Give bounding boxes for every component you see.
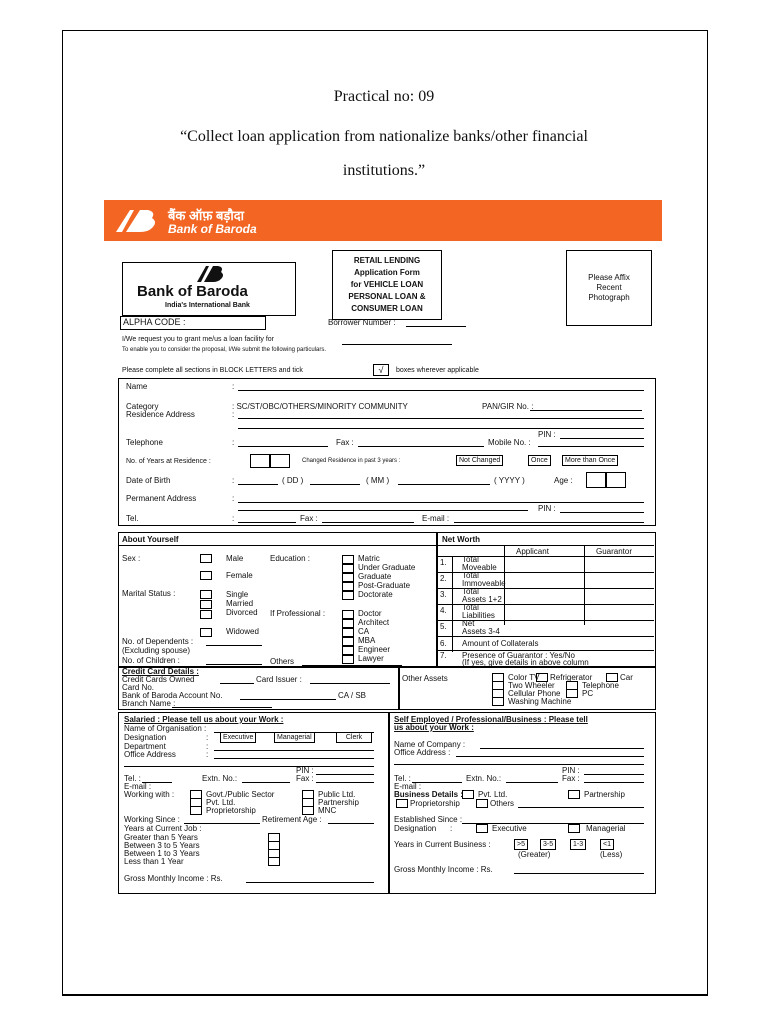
pc-label: PC — [582, 689, 594, 698]
instruction-text: Please complete all sections in BLOCK LETTERS and tick — [122, 367, 303, 374]
retirement-age-field[interactable] — [328, 823, 374, 824]
instruction-text-end: boxes wherever applicable — [396, 367, 479, 374]
nw-row-1-a: Total — [462, 555, 479, 564]
logo-tagline: India's International Bank — [165, 302, 250, 309]
ca-sb-label: CA / SB — [338, 691, 367, 700]
colon: : — [206, 742, 209, 751]
doctor-checkbox[interactable] — [342, 610, 354, 619]
colon: : — [232, 438, 235, 447]
nw-row-2-label — [462, 572, 506, 588]
pan-field[interactable] — [530, 410, 642, 411]
account-no-label: Bank of Baroda Account No. — [122, 691, 223, 700]
other-assets-heading: Other Assets — [402, 674, 448, 683]
office-address-field[interactable] — [214, 758, 374, 759]
doctorate-checkbox[interactable] — [342, 591, 354, 600]
mobile-label: Mobile No. : — [488, 438, 531, 447]
se-proprietorship-checkbox[interactable] — [396, 799, 408, 808]
tick-sample-box: √ — [373, 364, 389, 376]
se-partnership-label: Partnership — [584, 790, 625, 799]
photo-label — [567, 273, 651, 303]
cards-owned-label: Credit Cards Owned — [122, 675, 195, 684]
washing-machine-label: Washing Machine — [508, 697, 572, 706]
matric-checkbox[interactable] — [342, 555, 354, 564]
dob-label: Date of Birth — [126, 476, 171, 485]
nw-row-6-num: 6. — [440, 639, 447, 648]
se-executive-checkbox[interactable] — [476, 824, 488, 833]
residence-address-label: Residence Address — [126, 410, 195, 419]
engineer-checkbox[interactable] — [342, 646, 354, 655]
bank-banner — [104, 200, 662, 241]
colon: : — [206, 750, 209, 759]
se-executive-label: Executive — [492, 824, 527, 833]
working-with-label: Working with : — [124, 790, 175, 799]
salaried-fax-field[interactable] — [316, 782, 374, 783]
dob-day-field[interactable] — [238, 484, 278, 485]
card-no-label: Card No. — [122, 683, 155, 692]
form-title-line: CONSUMER LOAN — [351, 304, 423, 313]
excluding-spouse-label: (Excluding spouse) — [122, 646, 191, 655]
photo-line: Recent — [596, 283, 622, 292]
salaried-email-label: E-mail : — [124, 782, 152, 791]
lt1-label: Less than 1 Year — [124, 857, 184, 866]
loan-application-form — [110, 248, 658, 908]
permanent-address-label: Permanent Address — [126, 494, 197, 503]
if-professional-label: If Professional : — [270, 609, 326, 618]
se-proprietorship-label: Proprietorship — [410, 799, 460, 808]
male-label: Male — [226, 554, 244, 563]
nw-row-1-num: 1. — [440, 558, 447, 567]
colon: : — [232, 494, 235, 503]
color-tv-label: Color TV — [508, 673, 540, 682]
architect-label: Architect — [358, 618, 390, 627]
bank-logo-icon — [112, 208, 160, 234]
salaried-fax-label: Fax : — [296, 774, 314, 783]
fax2-label: Fax : — [300, 514, 318, 523]
salaried-tel-label: Tel. : — [124, 774, 141, 783]
b13-label: Between 1 to 3 Years — [124, 849, 200, 858]
form-title-line: PERSONAL LOAN & — [348, 292, 426, 301]
years-gt5-option[interactable]: >5 — [514, 839, 528, 850]
se-email-label: E-mail : — [394, 782, 422, 791]
logo-box — [122, 262, 296, 316]
self-employed-heading-2: us about your Work : — [394, 723, 474, 732]
govt-label: Govt./Public Sector — [206, 790, 275, 799]
credit-card-heading: Credit Card Details : — [122, 667, 199, 676]
children-label: No. of Children : — [122, 656, 180, 665]
practical-subtitle-line1: “Collect loan application from nationalize banks/other financial — [180, 128, 588, 145]
pvt-ltd-label: Pvt. Ltd. — [206, 798, 236, 807]
nw-row-4-label — [462, 604, 495, 620]
divider — [118, 545, 436, 546]
working-since-label: Working Since : — [124, 815, 180, 824]
age-digit-1[interactable] — [586, 472, 606, 488]
cards-owned-field[interactable] — [220, 683, 254, 684]
widowed-checkbox[interactable] — [200, 628, 212, 637]
dependents-field[interactable] — [206, 645, 262, 646]
years-job-label: Years at Current Job : — [124, 824, 202, 833]
col-divider — [584, 545, 585, 625]
se-pvt-checkbox[interactable] — [462, 790, 474, 799]
designation-label: Designation — [124, 733, 167, 742]
washing-machine-checkbox[interactable] — [492, 697, 504, 706]
gt5-label: Greater than 5 Years — [124, 833, 198, 842]
fax-field[interactable] — [358, 446, 484, 447]
managerial-option[interactable]: Managerial — [274, 732, 315, 743]
name-label: Name — [126, 382, 148, 391]
practical-title: Practical no: 09 — [333, 88, 435, 105]
nw-row-3-num: 3. — [440, 590, 447, 599]
dependents-label: No. of Dependents : — [122, 637, 194, 646]
se-others-checkbox[interactable] — [476, 799, 488, 808]
borrower-number-label: Borrower Number : — [328, 318, 396, 327]
fax2-field[interactable] — [322, 522, 414, 523]
nw-row-5-num: 5. — [440, 622, 447, 631]
years-residence-digit-1[interactable] — [250, 454, 270, 468]
yyyy-label: ( YYYY ) — [494, 476, 525, 485]
mnc-checkbox[interactable] — [302, 806, 314, 815]
se-fax-label: Fax : — [562, 774, 580, 783]
nw-row-3-b: Assets 1+2 — [462, 595, 502, 604]
mba-label: MBA — [358, 636, 376, 645]
branch-field[interactable] — [172, 707, 272, 708]
nw-row-4-a: Total — [462, 603, 479, 612]
residence-pin-field[interactable] — [560, 438, 644, 439]
lawyer-checkbox[interactable] — [342, 655, 354, 664]
years-residence-digit-2[interactable] — [270, 454, 290, 468]
applicant-header: Applicant — [516, 547, 549, 556]
once-option[interactable]: Once — [528, 455, 551, 466]
permanent-address-field[interactable] — [238, 502, 644, 503]
salaried-pin-field[interactable] — [316, 774, 374, 775]
married-checkbox[interactable] — [200, 600, 212, 609]
graduate-label: Graduate — [358, 572, 392, 581]
ca-label: CA — [358, 627, 370, 636]
colon: : — [232, 476, 235, 485]
age-label: Age : — [554, 476, 573, 485]
mm-label: ( MM ) — [366, 476, 390, 485]
salaried-gross-label: Gross Monthly Income : Rs. — [124, 874, 223, 883]
se-office-label: Office Address : — [394, 748, 451, 757]
nw-row-2-a: Total — [462, 571, 479, 580]
pan-label: PAN/GIR No. : — [482, 402, 534, 411]
se-tel-label: Tel. : — [394, 774, 411, 783]
nw-row-5-b: Assets 3-4 — [462, 627, 500, 636]
email-label: E-mail : — [422, 514, 450, 523]
guarantor-details-note: (If yes, give details in above column — [462, 658, 589, 667]
cellular-label: Cellular Phone — [508, 689, 561, 698]
divider — [436, 636, 654, 637]
branch-label: Branch Name : — [122, 699, 176, 708]
form-title — [333, 255, 441, 315]
residence-address-field-2[interactable] — [238, 428, 644, 429]
se-managerial-label: Managerial — [586, 824, 626, 833]
graduate-checkbox[interactable] — [342, 573, 354, 582]
nw-row-1-b: Moveable — [462, 563, 497, 572]
se-pvt-label: Pvt. Ltd. — [478, 790, 508, 799]
nw-row-3-label — [462, 588, 502, 604]
baroda-logo-icon — [195, 265, 225, 283]
card-issuer-field[interactable] — [310, 683, 390, 684]
retirement-age-label: Retirement Age : — [262, 815, 322, 824]
age-digit-2[interactable] — [606, 472, 626, 488]
se-pin-label: PIN : — [562, 766, 580, 775]
divider — [436, 545, 654, 546]
residence-address-field[interactable] — [238, 418, 644, 419]
enable-text: To enable you to consider the proposal, I/We submit the following particulars. — [122, 347, 326, 353]
name-field[interactable] — [238, 390, 644, 391]
under-graduate-label: Under Graduate — [358, 563, 416, 572]
widowed-label: Widowed — [226, 627, 259, 636]
nw-row-5-a: Net — [462, 619, 475, 628]
business-details-label: Business Details : — [394, 790, 463, 799]
nw-row-2-b: Immoveable — [462, 579, 506, 588]
established-label: Established Since : — [394, 815, 463, 824]
office-address-label: Office Address — [124, 750, 176, 759]
category-label: Category — [126, 402, 159, 411]
years-residence-label: No. of Years at Residence : — [126, 458, 211, 465]
telephone-label: Telephone — [126, 438, 163, 447]
account-no-field[interactable] — [240, 699, 336, 700]
car-label: Car — [620, 673, 633, 682]
not-changed-option[interactable]: Not Changed — [456, 455, 503, 466]
two-wheeler-label: Two Wheeler — [508, 681, 555, 690]
self-employed-heading: Self Employed / Professional/Business : Please tell — [394, 715, 588, 724]
alpha-code-box[interactable] — [120, 316, 266, 330]
architect-checkbox[interactable] — [342, 619, 354, 628]
nw-row-4-b: Liabilities — [462, 611, 495, 620]
lt1-checkbox[interactable] — [268, 857, 280, 866]
dd-label: ( DD ) — [282, 476, 304, 485]
se-office-field-2[interactable] — [394, 764, 644, 765]
colon: : — [232, 410, 235, 419]
organisation-label: Name of Organisation : — [124, 724, 207, 733]
collaterals-label: Amount of Collaterals — [462, 639, 539, 648]
single-label: Single — [226, 590, 249, 599]
se-others-field[interactable] — [518, 807, 644, 808]
form-title-line: RETAIL LENDING — [353, 256, 421, 265]
nw-row-3-a: Total — [462, 587, 479, 596]
nw-row-4-num: 4. — [440, 606, 447, 615]
salaried-extn-field[interactable] — [242, 782, 290, 783]
dob-year-field[interactable] — [398, 484, 490, 485]
telephone-asset-label: Telephone — [582, 681, 619, 690]
form-title-line: Application Form — [354, 268, 420, 277]
email-field[interactable] — [454, 522, 644, 523]
children-field[interactable] — [206, 664, 262, 665]
more-than-once-option[interactable]: More than Once — [562, 455, 618, 466]
loan-request-text: I/We request you to grant me/us a loan facility for — [122, 336, 275, 343]
b35-label: Between 3 to 5 Years — [124, 841, 200, 850]
personal-details-section — [118, 378, 656, 526]
alpha-code-label: ALPHA CODE : — [123, 317, 186, 327]
nw-row-5-label — [462, 620, 500, 636]
company-field[interactable] — [480, 748, 644, 749]
proprietorship-label: Proprietorship — [206, 806, 256, 815]
residence-pin-label: PIN : — [538, 430, 556, 439]
engineer-label: Engineer — [358, 645, 391, 654]
office-address-field-2[interactable] — [124, 766, 374, 767]
marital-status-label: Marital Status : — [122, 589, 176, 598]
photo-box[interactable] — [566, 250, 652, 326]
loan-facility-field[interactable] — [342, 344, 452, 345]
mba-checkbox[interactable] — [342, 637, 354, 646]
company-label: Name of Company : — [394, 740, 466, 749]
divorced-label: Divorced — [226, 608, 258, 617]
post-graduate-checkbox[interactable] — [342, 582, 354, 591]
category-value: : SC/ST/OBC/OTHERS/MINORITY COMMUNITY — [232, 402, 408, 411]
permanent-address-field-2[interactable] — [238, 510, 528, 511]
dob-month-field[interactable] — [310, 484, 360, 485]
salaried-heading: Salaried : Please tell us about your Work : — [124, 715, 284, 724]
lawyer-label: Lawyer — [358, 654, 384, 663]
guarantor-header: Guarantor — [596, 547, 633, 556]
salaried-pin-label: PIN : — [296, 766, 314, 775]
se-partnership-checkbox[interactable] — [568, 790, 580, 799]
department-label: Department — [124, 742, 166, 751]
se-extn-label: Extn. No.: — [466, 774, 502, 783]
nw-row-2-num: 2. — [440, 574, 447, 583]
borrower-number-field[interactable] — [406, 326, 466, 327]
se-designation-label: Designation — [394, 824, 437, 833]
matric-label: Matric — [358, 554, 380, 563]
nw-row-1-label — [462, 556, 497, 572]
photo-line: Photograph — [588, 293, 630, 302]
permanent-pin-field[interactable] — [560, 512, 644, 513]
colon: : — [232, 382, 235, 391]
years-business-label: Years in Current Business : — [394, 840, 491, 849]
se-extn-field[interactable] — [506, 782, 558, 783]
se-office-field[interactable] — [456, 756, 644, 757]
mobile-field[interactable] — [538, 446, 644, 447]
colon: : — [232, 514, 235, 523]
female-checkbox[interactable] — [200, 571, 212, 580]
changed-residence-label: Changed Residence in past 3 years : — [302, 458, 401, 464]
clerk-option[interactable]: Clerk — [336, 732, 372, 743]
photo-line: Please Affix — [588, 273, 630, 282]
refrigerator-label: Refrigerator — [550, 673, 593, 682]
greater-label: (Greater) — [518, 850, 551, 859]
form-title-box — [332, 250, 442, 320]
fax-label: Fax : — [336, 438, 354, 447]
married-label: Married — [226, 599, 254, 608]
se-pin-field[interactable] — [584, 774, 644, 775]
permanent-pin-label: PIN : — [538, 504, 556, 513]
banner-english-name: Bank of Baroda — [168, 222, 257, 236]
female-label: Female — [226, 571, 253, 580]
executive-option[interactable]: Executive — [220, 732, 256, 743]
education-label: Education : — [270, 554, 311, 563]
salaried-extn-label: Extn. No.: — [202, 774, 238, 783]
se-others-label: Others — [490, 799, 515, 808]
partnership-label: Partnership — [318, 798, 359, 807]
tel-label: Tel. — [126, 514, 139, 523]
nw-row-7-num: 7. — [440, 651, 447, 660]
under-graduate-checkbox[interactable] — [342, 564, 354, 573]
years-13-option[interactable]: 1-3 — [570, 839, 586, 850]
male-checkbox[interactable] — [200, 554, 212, 563]
department-field[interactable] — [214, 750, 374, 751]
less-label: (Less) — [600, 850, 623, 859]
doctor-label: Doctor — [358, 609, 382, 618]
telephone-field[interactable] — [238, 446, 328, 447]
years-35-option[interactable]: 3-5 — [540, 839, 556, 850]
single-checkbox[interactable] — [200, 590, 212, 599]
net-worth-heading: Net Worth — [442, 535, 481, 544]
colon: : — [450, 824, 453, 833]
se-fax-field[interactable] — [584, 782, 644, 783]
colon: : — [206, 733, 209, 742]
salaried-gross-field[interactable] — [246, 882, 374, 883]
se-managerial-checkbox[interactable] — [568, 824, 580, 833]
years-lt1-option[interactable]: <1 — [600, 839, 614, 850]
public-ltd-label: Public Ltd. — [318, 790, 356, 799]
mnc-label: MNC — [318, 806, 337, 815]
doctorate-label: Doctorate — [358, 590, 393, 599]
about-yourself-heading: About Yourself — [122, 535, 179, 544]
card-issuer-label: Card Issuer : — [256, 675, 302, 684]
banner-hindi-name: बैंक ऑफ़ बड़ौदा — [168, 208, 244, 223]
form-title-line: for VEHICLE LOAN — [350, 280, 424, 289]
logo-name: Bank of Baroda — [137, 283, 248, 300]
guarantor-presence-label: Presence of Guarantor : Yes/No — [462, 651, 575, 660]
se-gross-field[interactable] — [514, 873, 644, 874]
ca-checkbox[interactable] — [342, 628, 354, 637]
sex-label: Sex : — [122, 554, 141, 563]
se-gross-label: Gross Monthly Income : Rs. — [394, 865, 493, 874]
divorced-checkbox[interactable] — [200, 610, 212, 619]
proprietorship-checkbox[interactable] — [190, 806, 202, 815]
practical-subtitle-line2: institutions.” — [342, 162, 426, 179]
tel-field[interactable] — [238, 522, 296, 523]
post-graduate-label: Post-Graduate — [358, 581, 411, 590]
others-label: Others — [270, 657, 295, 666]
